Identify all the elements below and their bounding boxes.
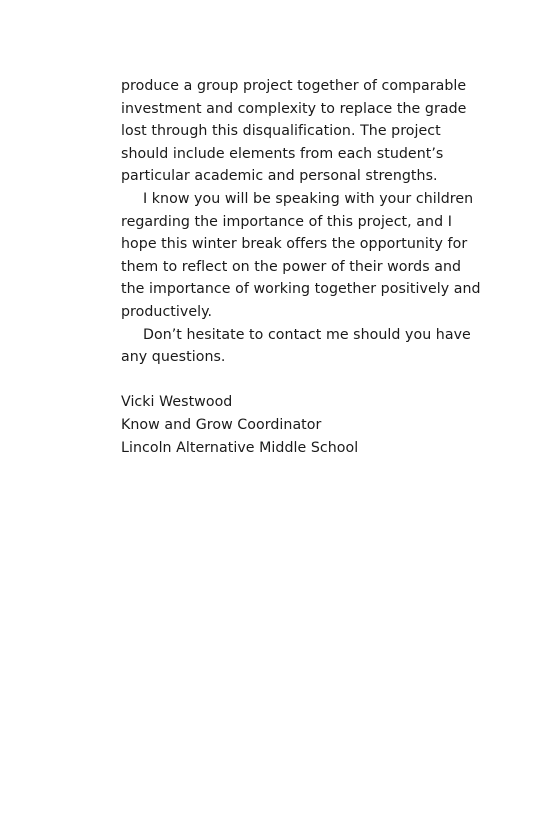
- paragraph-group-project: [121, 75, 481, 188]
- paragraph-winter-break: [121, 188, 481, 324]
- text-line: I know you will be speaking with your children: [143, 190, 474, 207]
- text-line: productively.: [121, 303, 213, 320]
- blank-line: [121, 369, 481, 392]
- signature-title: Know and Grow Coordinator: [121, 416, 322, 433]
- signature-school: Lincoln Alternative Middle School: [121, 439, 359, 456]
- text-line: regarding the importance of this project, and I: [121, 213, 452, 230]
- text-line: lost through this disqualification. The project: [121, 123, 441, 140]
- letter-body: [121, 75, 481, 459]
- text-line: should include elements from each student’s: [121, 145, 444, 162]
- text-line: any questions.: [121, 349, 226, 366]
- text-line: particular academic and personal strengths.: [121, 168, 438, 185]
- text-line: produce a group project together of comparable: [121, 78, 467, 94]
- text-line: them to reflect on the power of their words and: [121, 258, 462, 275]
- text-line: Don’t hesitate to contact me should you have: [143, 326, 471, 343]
- signature-name: Vicki Westwood: [121, 394, 233, 411]
- paragraph-contact: [121, 324, 481, 369]
- text-line: investment and complexity to replace the grade: [121, 100, 467, 117]
- signature-block: [121, 391, 481, 459]
- text-line: the importance of working together positively and: [121, 281, 481, 298]
- text-line: hope this winter break offers the opportunity for: [121, 236, 468, 253]
